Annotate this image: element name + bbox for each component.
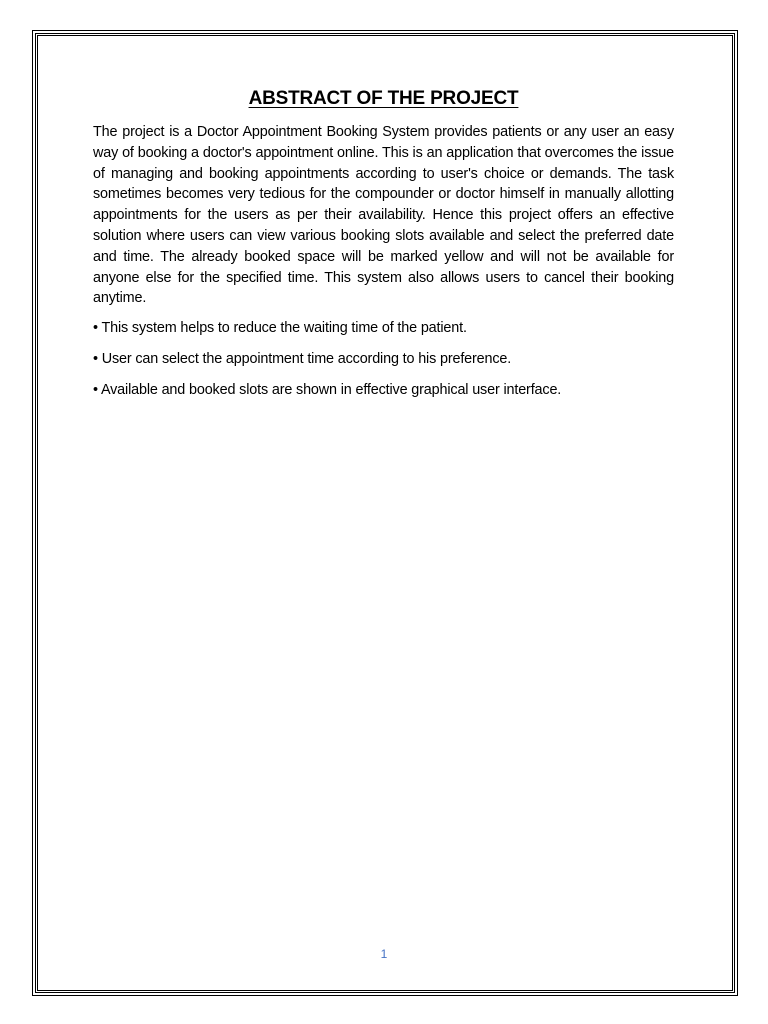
bullet-item: • Available and booked slots are shown in effective graphical user interface. xyxy=(93,381,562,398)
page-number: 1 xyxy=(380,947,388,961)
document-title: ABSTRACT OF THE PROJECT xyxy=(248,88,519,109)
bullet-item: • User can select the appointment time according to his preference. xyxy=(93,350,512,367)
document-body xyxy=(93,88,674,411)
bullet-item: • This system helps to reduce the waiting time of the patient. xyxy=(93,320,467,337)
abstract-paragraph: The project is a Doctor Appointment Booking System provides patients or any user an easy way of booking a doctor's appointment online. This is an application that overcomes the issue of managing and booking appointments according to user's choice or demands. The task sometimes becomes very tedious for the compounder or doctor himself in manually allotting appointments for the users as per their availability. Hence this project offers an effective solution where users can view various booking slots available and select the preferred date and time. The already booked space will be marked yellow and will not be available for anyone else for the specified time. This system also allows users to cancel their booking anytime. xyxy=(93,124,674,307)
